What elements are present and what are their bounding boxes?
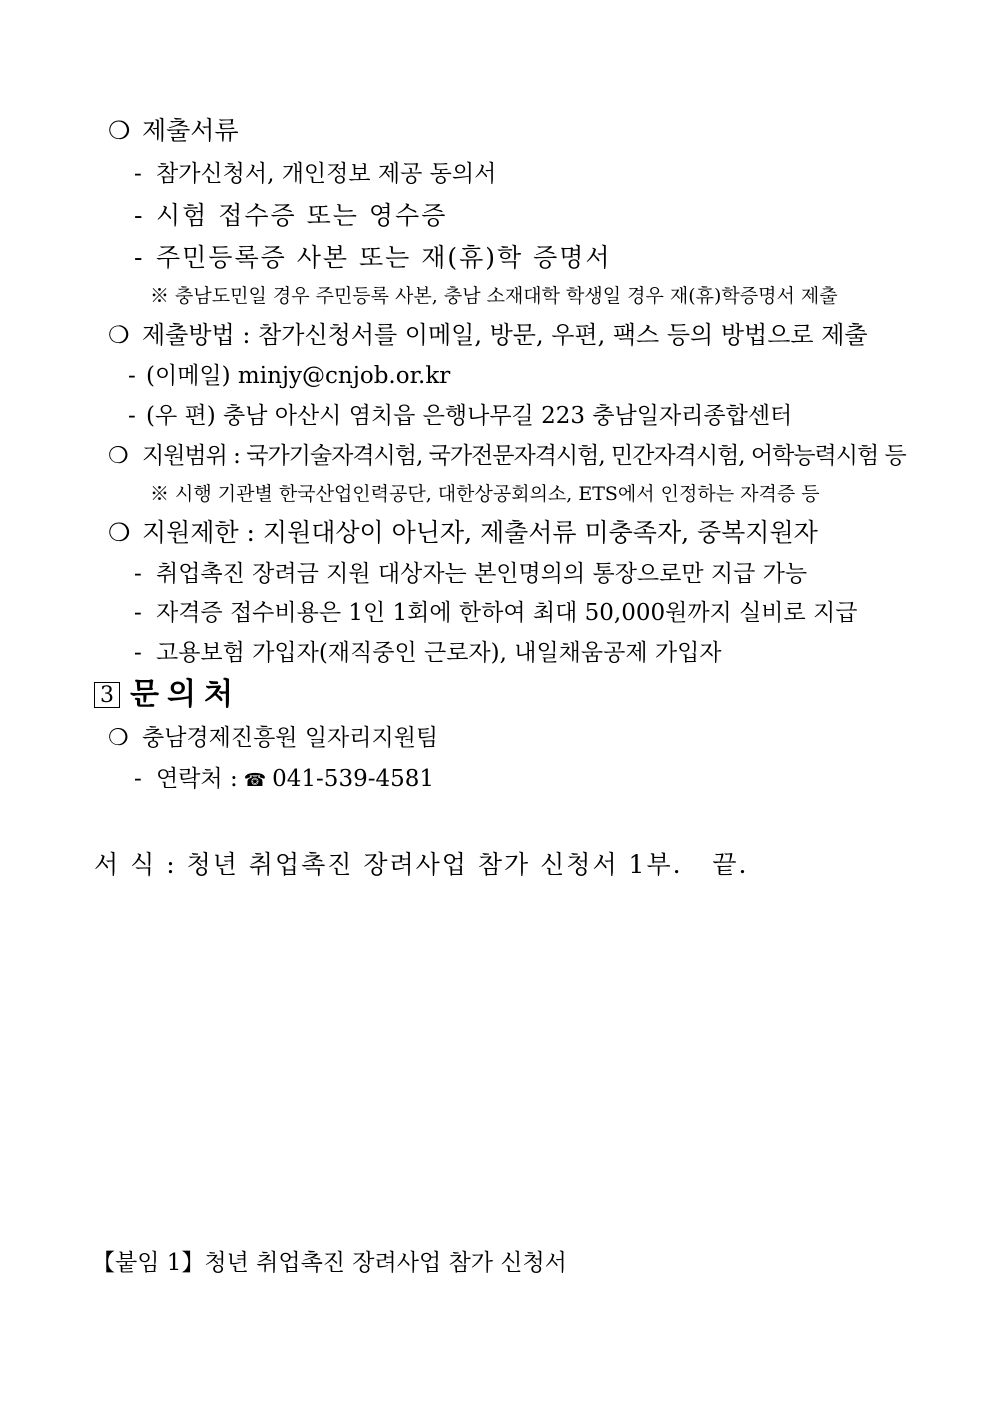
circle-bullet-icon: ❍ bbox=[108, 518, 131, 547]
support-scope-note: ※ 시행 기관별 한국산업인력공단, 대한상공회의소, ETS에서 인정하는 자격증 등 bbox=[150, 483, 820, 505]
phone-label: 연락처 : bbox=[156, 766, 238, 792]
form-line: 서 식 : 청년 취업촉진 장려사업 참가 신청서 1부. 끝. bbox=[94, 850, 749, 879]
submit-docs-note: ※ 충남도민일 경우 주민등록 사본, 충남 소재대학 학생일 경우 재(휴)학증명서 제출 bbox=[150, 285, 838, 307]
section-number-box: 3 bbox=[94, 682, 120, 708]
submit-docs-item: - 주민등록증 사본 또는 재(휴)학 증명서 bbox=[134, 243, 612, 272]
attachment-line: 【붙임 1】청년 취업촉진 장려사업 참가 신청서 bbox=[92, 1250, 567, 1276]
support-limit-item: - 자격증 접수비용은 1인 1회에 한하여 최대 50,000원까지 실비로 지급 bbox=[134, 600, 858, 626]
submit-docs-title: 제출서류 bbox=[142, 116, 239, 145]
circle-bullet-icon: ❍ bbox=[108, 321, 130, 349]
support-scope-title: 지원범위 : 국가기술자격시험, 국가전문자격시험, 민간자격시험, 어학능력시험 등 bbox=[142, 443, 906, 469]
support-limit-item: - 취업촉진 장려금 지원 대상자는 본인명의의 통장으로만 지급 가능 bbox=[134, 561, 808, 587]
submit-docs-heading bbox=[108, 118, 239, 143]
contact-phone-line: - 연락처 : ☎ 041-539-4581 bbox=[134, 766, 435, 792]
support-limit-heading bbox=[108, 520, 818, 545]
contact-section-title: 문의처 bbox=[130, 677, 241, 712]
submit-method-post: - (우 편) 충남 아산시 염치읍 은행나무길 223 충남일자리종합센터 bbox=[128, 403, 793, 429]
submit-docs-item: - 참가신청서, 개인정보 제공 동의서 bbox=[134, 161, 497, 187]
support-limit-title: 지원제한 : 지원대상이 아닌자, 제출서류 미충족자, 중복지원자 bbox=[142, 518, 818, 547]
contact-org: ❍ 충남경제진흥원 일자리지원팀 bbox=[108, 725, 439, 751]
circle-bullet-icon: ❍ bbox=[108, 443, 128, 469]
phone-number: 041-539-4581 bbox=[272, 766, 435, 792]
submit-method-heading bbox=[108, 323, 868, 347]
submit-method-email: - (이메일) minjy@cnjob.or.kr bbox=[128, 363, 451, 389]
submit-method-title: 제출방법 : 참가신청서를 이메일, 방문, 우편, 팩스 등의 방법으로 제출 bbox=[142, 321, 868, 349]
circle-bullet-icon: ❍ bbox=[108, 725, 129, 751]
telephone-icon: ☎ bbox=[243, 770, 267, 791]
contact-section-heading bbox=[94, 677, 241, 712]
submit-docs-item: - 시험 접수증 또는 영수증 bbox=[134, 201, 448, 230]
support-scope-heading bbox=[108, 445, 906, 468]
support-limit-item: - 고용보험 가입자(재직중인 근로자), 내일채움공제 가입자 bbox=[134, 640, 722, 666]
circle-bullet-icon: ❍ bbox=[108, 116, 131, 145]
